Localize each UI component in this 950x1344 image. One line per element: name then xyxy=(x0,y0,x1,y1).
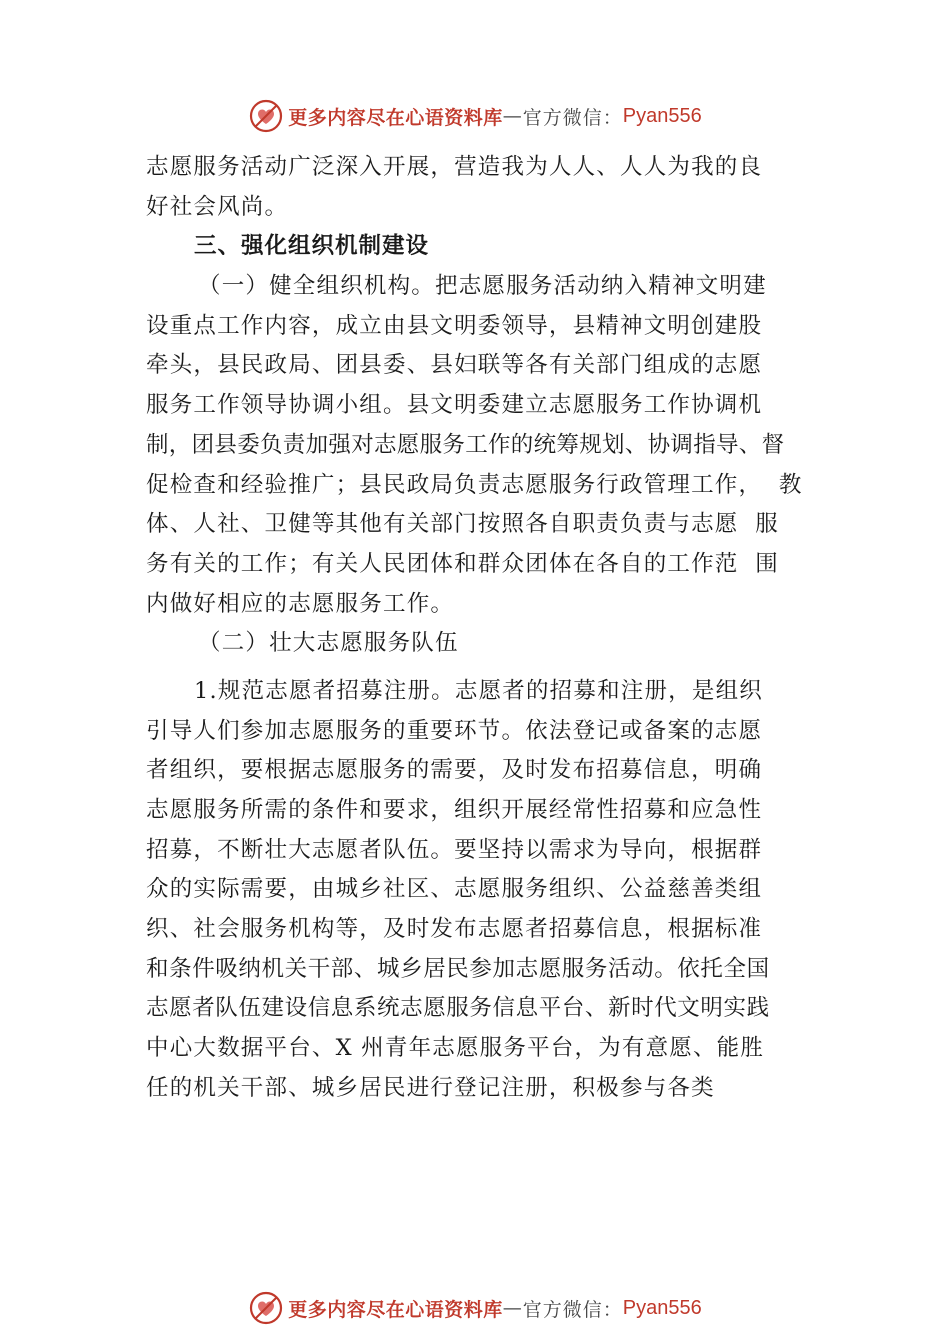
paragraph-line: 设重点工作内容，成立由县文明委领导，县精神文明创建股 xyxy=(146,312,763,339)
subsection-heading: （二）壮大志愿服务队伍 xyxy=(198,630,459,657)
library-name: 更多内容尽在心语资料库 xyxy=(288,1298,503,1321)
heart-logo-icon xyxy=(248,1290,284,1326)
paragraph-line: 牵头，县民政局、团县委、县妇联等各有关部门组成的志愿 xyxy=(146,352,763,379)
paragraph-line: 促检查和经验推广；县民政局负责志愿服务行政管理工作， 教 xyxy=(146,471,803,498)
document-body xyxy=(146,148,836,1109)
heart-logo-icon xyxy=(248,98,284,134)
paragraph-line: 众的实际需要，由城乡社区、志愿服务组织、公益慈善类组 xyxy=(146,876,763,903)
header-watermark xyxy=(0,94,950,138)
paragraph-line: （一）健全组织机构。把志愿服务活动纳入精神文明建 xyxy=(198,273,767,300)
library-name: 更多内容尽在心语资料库 xyxy=(288,106,503,129)
dash: — xyxy=(502,105,523,127)
paragraph-line: 织、社会服务机构等，及时发布志愿者招募信息，根据标准 xyxy=(146,916,763,943)
paragraph-line: 制，团县委负责加强对志愿服务工作的统筹规划、协调指导、督 xyxy=(146,431,785,458)
wechat-id: Pyan556 xyxy=(622,1296,702,1319)
paragraph-line: 好社会风尚。 xyxy=(146,193,289,220)
footer-watermark xyxy=(0,1286,950,1330)
paragraph-line: 任的机关干部、城乡居民进行登记注册，积极参与各类 xyxy=(146,1074,715,1101)
paragraph-line: 者组织，要根据志愿服务的需要，及时发布招募信息，明确 xyxy=(146,757,763,784)
paragraph-line: 志愿服务所需的条件和要求，组织开展经常性招募和应急性 xyxy=(146,797,763,823)
wechat-id: Pyan556 xyxy=(622,104,702,127)
section-heading: 三、强化组织机制建设 xyxy=(194,233,430,260)
paragraph-line: 务有关的工作；有关人民团体和群众团体在各自的工作范 围 xyxy=(146,550,779,577)
paragraph-line: 志愿者队伍建设信息系统志愿服务信息平台、新时代文明实践 xyxy=(146,995,770,1022)
paragraph-line: 招募，不断壮大志愿者队伍。要坚持以需求为导向，根据群 xyxy=(146,836,763,863)
paragraph-line: 1.规范志愿者招募注册。志愿者的招募和注册，是组织 xyxy=(194,677,763,704)
wechat-label: 官方微信： xyxy=(522,1298,623,1321)
paragraph-line: 服务工作领导协调小组。县文明委建立志愿服务工作协调机 xyxy=(146,392,763,419)
paragraph-line: 体、人社、卫健等其他有关部门按照各自职责负责与志愿 服 xyxy=(146,511,779,538)
paragraph-line: 中心大数据平台、X 州青年志愿服务平台，为有意愿、能胜 xyxy=(146,1035,765,1062)
paragraph-line: 内做好相应的志愿服务工作。 xyxy=(146,590,455,617)
wechat-label: 官方微信： xyxy=(522,106,623,129)
paragraph-line: 志愿服务活动广泛深入开展，营造我为人人、人人为我的良 xyxy=(146,154,763,180)
paragraph-line: 引导人们参加志愿服务的重要环节。依法登记或备案的志愿 xyxy=(146,717,763,744)
paragraph-line: 和条件吸纳机关干部、城乡居民参加志愿服务活动。依托全国 xyxy=(146,955,770,982)
dash: — xyxy=(502,1297,523,1319)
